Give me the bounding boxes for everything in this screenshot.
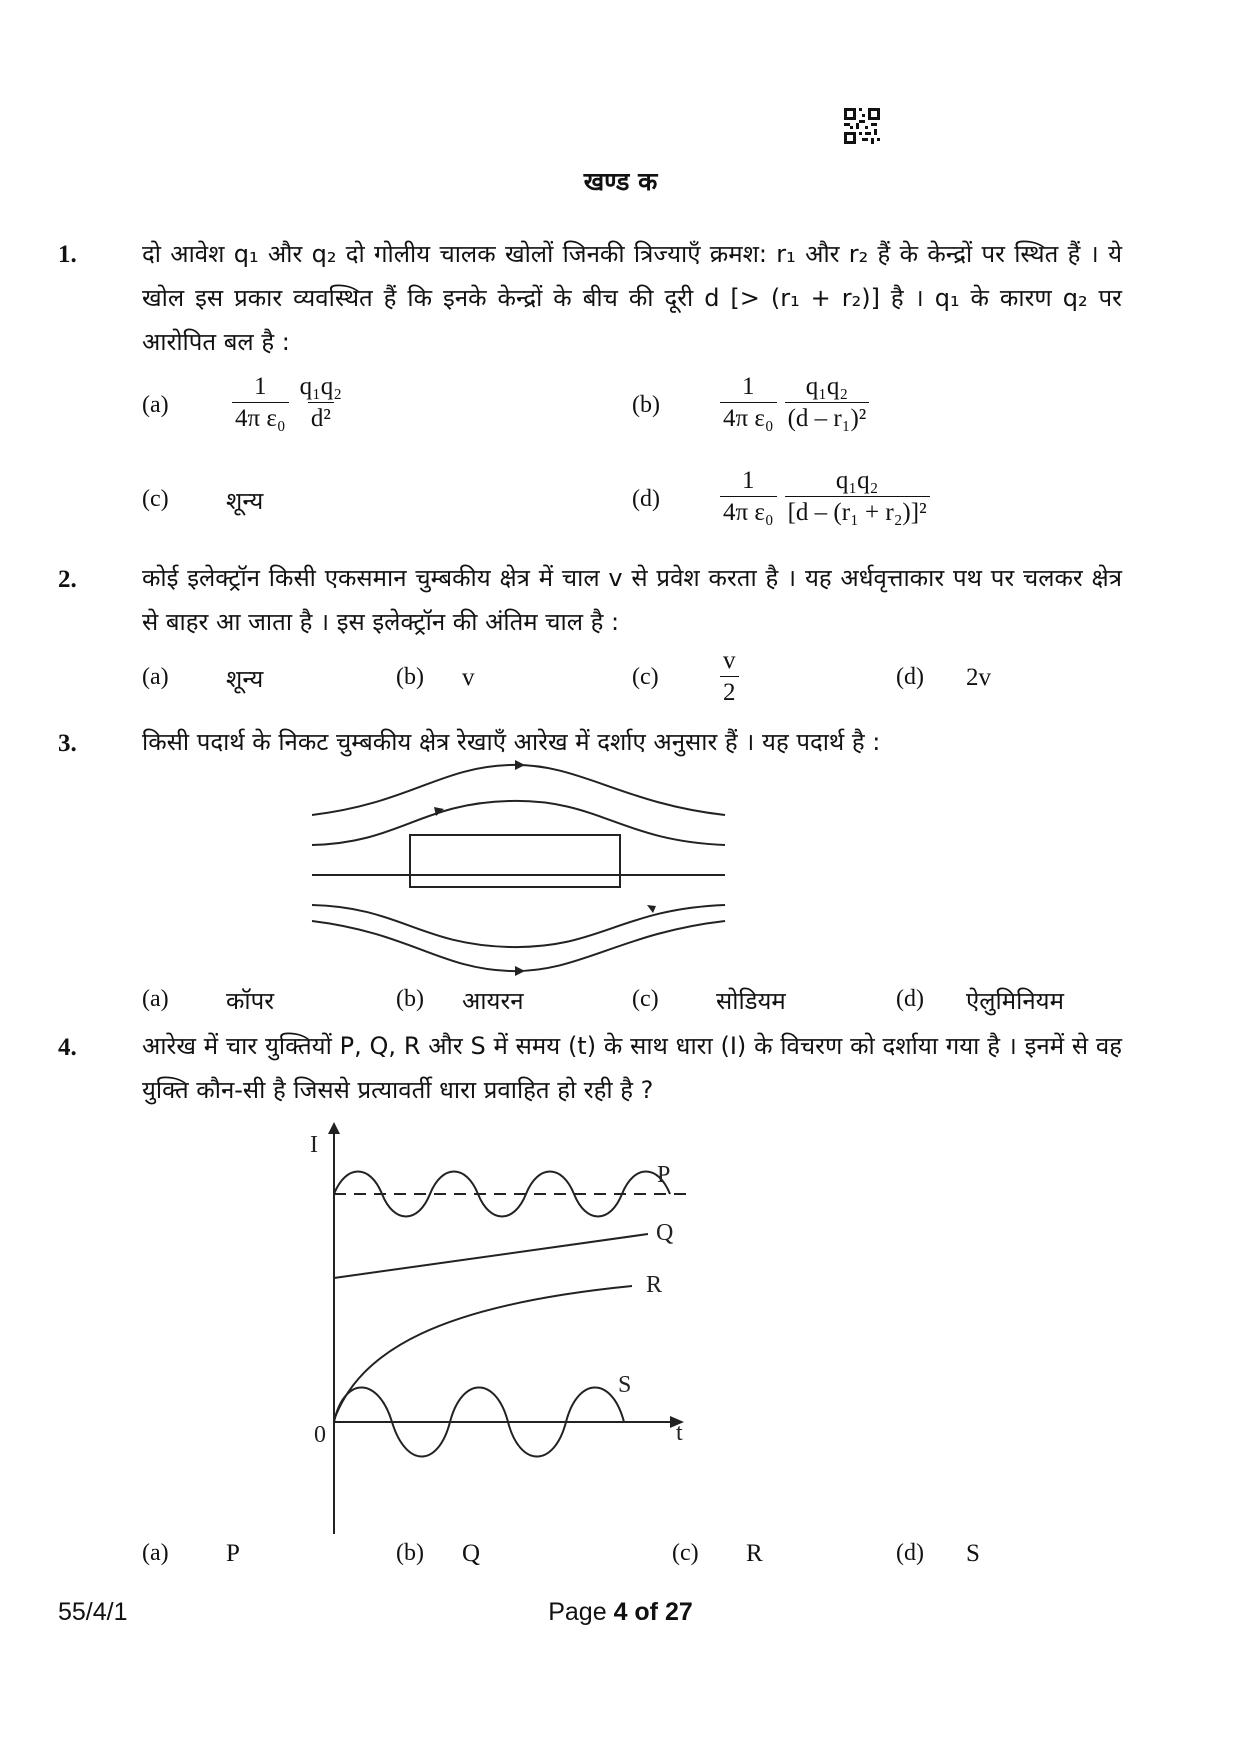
question-text: किसी पदार्थ के निकट चुम्बकीय क्षेत्र रेखाएँ आरेख में दर्शाए अनुसार हैं । यह पदार्थ है : xyxy=(142,728,881,756)
current-time-graph xyxy=(300,1120,700,1540)
question-number: 1. xyxy=(58,241,77,268)
question-number: 2. xyxy=(58,566,77,593)
option-d-formula: $\frac{1}{\text{4π ε₀}}$ $\frac{\text{q₁q₂}}{\text{[d – (r₁ + r₂)]²}}$ xyxy=(716,466,934,529)
option-label: (c) xyxy=(632,986,659,1012)
option-label: (c) xyxy=(142,486,169,512)
field-lines-diagram xyxy=(300,755,740,980)
qr-code-icon xyxy=(844,108,880,144)
option-c-text: सोडियम xyxy=(716,987,786,1015)
option-b-text: v xyxy=(462,664,475,691)
option-label: (d) xyxy=(896,986,924,1012)
curve-label-q: Q xyxy=(656,1220,674,1246)
option-c-text: शून्य xyxy=(226,487,264,515)
option-label: (a) xyxy=(142,392,169,418)
option-a-text: P xyxy=(226,1540,240,1567)
option-label: (d) xyxy=(632,486,660,512)
option-d-text: S xyxy=(966,1540,980,1567)
option-d-text: ऐलुमिनियम xyxy=(966,987,1064,1015)
paper-code: 55/4/1 xyxy=(58,1598,128,1626)
option-label: (d) xyxy=(896,664,924,690)
option-label: (b) xyxy=(396,664,424,690)
question-text: कोई इलेक्ट्रॉन किसी एकसमान चुम्बकीय क्षेत्र में चाल v से प्रवेश करता है । यह अर्धवृत्ताकार पथ पर चलकर क्षेत्र से बाहर आ जाता है । इस इलेक्ट्रॉन की अंतिम चाल है : xyxy=(142,564,1122,636)
option-a-text: शून्य xyxy=(226,665,264,693)
option-c-formula: $\frac{v}{2}$ xyxy=(716,646,743,709)
option-label: (a) xyxy=(142,664,169,690)
question-text: दो आवेश q₁ और q₂ दो गोलीय चालक खोलों जिनकी त्रिज्याएँ क्रमश: r₁ और r₂ हैं के केन्द्रों पर स्थित हैं । ये खोल इस प्रकार व्यवस्थित हैं कि इनके केन्द्रों के बीच की दूरी d [> (r₁ + r₂)] है । q₁ के कारण q₂ पर आरोपित बल है : xyxy=(142,240,1122,356)
option-label: (b) xyxy=(632,392,660,418)
question-text: आरेख में चार युक्तियों P, Q, R और S में समय (t) के साथ धारा (I) के विचरण को दर्शाया गया है । इनमें से वह युक्ति कौन-सी है जिससे प्रत्यावर्ती धारा प्रवाहित हो रही है ? xyxy=(142,1032,1122,1104)
option-b-formula: $\frac{1}{\text{4π ε₀}}$ $\frac{\text{q₁q₂}}{\text{(d – r₁)²}}$ xyxy=(716,372,873,435)
curve-label-p: P xyxy=(657,1162,671,1188)
option-label: (c) xyxy=(672,1540,699,1566)
curve-label-s: S xyxy=(618,1372,632,1398)
option-label: (b) xyxy=(396,1540,424,1566)
section-title: खण्ड क xyxy=(583,167,658,196)
option-b-text: आयरन xyxy=(462,987,524,1015)
x-axis-label: t xyxy=(676,1420,683,1446)
option-c-text: R xyxy=(746,1540,763,1567)
option-a-formula: $\frac{1}{\text{4π ε₀}}$ $\frac{\text{q₁q₂}}{\text{d²}}$ xyxy=(228,372,349,435)
option-label: (a) xyxy=(142,986,169,1012)
page-number: Page 4 of 27 xyxy=(548,1598,693,1626)
option-label: (c) xyxy=(632,664,659,690)
option-b-text: Q xyxy=(462,1540,481,1567)
question-number: 3. xyxy=(58,730,77,757)
option-a-text: कॉपर xyxy=(226,987,275,1015)
question-number: 4. xyxy=(58,1034,77,1061)
option-label: (a) xyxy=(142,1540,169,1566)
option-label: (b) xyxy=(396,986,424,1012)
option-d-text: 2v xyxy=(966,664,991,691)
curve-label-r: R xyxy=(646,1272,663,1298)
y-axis-label: I xyxy=(310,1132,318,1158)
origin-label: 0 xyxy=(314,1422,326,1448)
option-label: (d) xyxy=(896,1540,924,1566)
